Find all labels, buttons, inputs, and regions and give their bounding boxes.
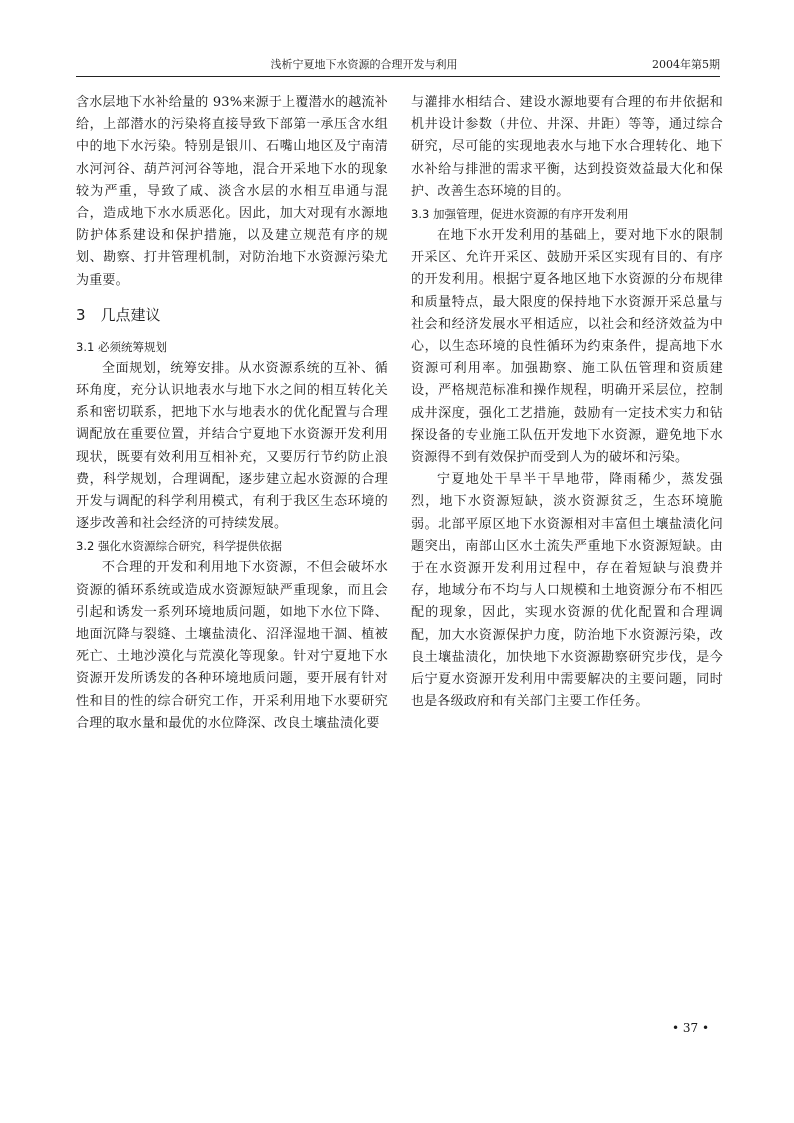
right-column — [411, 92, 723, 713]
issue-label: 2004年第5期 — [652, 58, 720, 71]
section-3-3-title: 3.3 加强管理，促进水资源的有序开发利用 — [411, 207, 629, 222]
section-3-1-title: 3.1 必须统筹规划 — [76, 339, 167, 354]
page-number: • 37 • — [672, 1021, 710, 1035]
paragraph-continued: 含水层地下水补给量的 93%来源于上覆潜水的越流补给，上部潜水的污染将直接导致下部第一承压含水组中的地下水污染。特别是银川、石嘴山地区及宁南清水河河谷、葫芦河河谷等地，混合开采地下水的现象较为严重，导致了咸、淡含水层的水相互串通与混合，造成地下水水质恶化。因此，加大对现有水源地防护体系建设和保护措施，以及建立规范有序的规划、勘察、打井管理机制，对防治地下水资源污染尤为重要。 — [76, 95, 388, 288]
section-3-2-text: 不合理的开发和利用地下水资源，不但会破坏水资源的循环系统或造成水资源短缺严重现象，而且会引起和诱发一系列环境地质问题，如地下水位下降、地面沉降与裂缝、土壤盐渍化、沼泽湿地干涸、植被死亡、土地沙漠化与荒漠化等现象。针对宁夏地下水资源开发所诱发的各种环境地质问题，要开展有针对性和目的性的综合研究工作，开采利用地下水要研究合理的取水量和最优的水位降深、改良土壤盐渍化要 — [76, 560, 388, 731]
section-3-title: 3 几点建议 — [76, 305, 161, 324]
paragraph-continued-right: 与灌排水相结合、建设水源地要有合理的布井依据和机井设计参数（井位、井深、井距）等等，通过综合研究，尽可能的实现地表水与地下水合理转化、地下水补给与排泄的需求平衡，达到投资效益最大化和保护、改善生态环境的目的。 — [411, 95, 723, 199]
header-rule — [76, 76, 720, 77]
running-title: 浅析宁夏地下水资源的合理开发与利用 — [270, 58, 458, 71]
section-3-3-text: 在地下水开发利用的基础上，要对地下水的限制开采区、允许开采区、鼓励开采区实现有目的、有序的开发利用。根据宁夏各地区地下水资源的分布规律和质量特点，最大限度的保持地下水资源开采总量与社会和经济发展水平相适应，以社会和经济效益为中心，以生态环境的良性循环为约束条件，提高地下水资源可利用率。加强勘察、施工队伍管理和资质建设，严格规范标准和操作规程，明确开采层位，控制成井深度，强化工艺措施，鼓励有一定技术实力和钻探设备的专业施工队伍开发地下水资源，避免地下水资源得不到有效保护而受到人为的破坏和污染。 — [411, 228, 723, 466]
left-column — [76, 92, 388, 735]
section-3-3-text-2: 宁夏地处干旱半干旱地带，降雨稀少，蒸发强烈，地下水资源短缺，淡水资源贫乏，生态环境脆弱。北部平原区地下水资源相对丰富但土壤盐渍化问题突出，南部山区水土流失严重地下水资源短缺。由于在水资源开发利用过程中，存在着短缺与浪费并存，地域分布不均与人口规模和土地资源分布不相匹配的现象，因此，实现水资源的优化配置和合理调配，加大水资源保护力度，防治地下水资源污染，改良土壤盐渍化，加快地下水资源勘察研究步伐，是今后宁夏水资源开发利用中需要解决的主要问题，同时也是各级政府和有关部门主要工作任务。 — [411, 472, 723, 710]
section-3-1-text: 全面规划，统筹安排。从水资源系统的互补、循环角度，充分认识地表水与地下水之间的相互转化关系和密切联系，把地下水与地表水的优化配置与合理调配放在重要位置，并结合宁夏地下水资源开发利用现状，既要有效利用互相补充，又要厉行节约防止浪费，科学规划，合理调配，逐步建立起水资源的合理开发与调配的科学利用模式，有利于我区生态环境的逐步改善和社会经济的可持续发展。 — [76, 360, 388, 532]
page-header — [76, 56, 720, 74]
section-3-2-title: 3.2 强化水资源综合研究，科学提供依据 — [76, 539, 282, 554]
